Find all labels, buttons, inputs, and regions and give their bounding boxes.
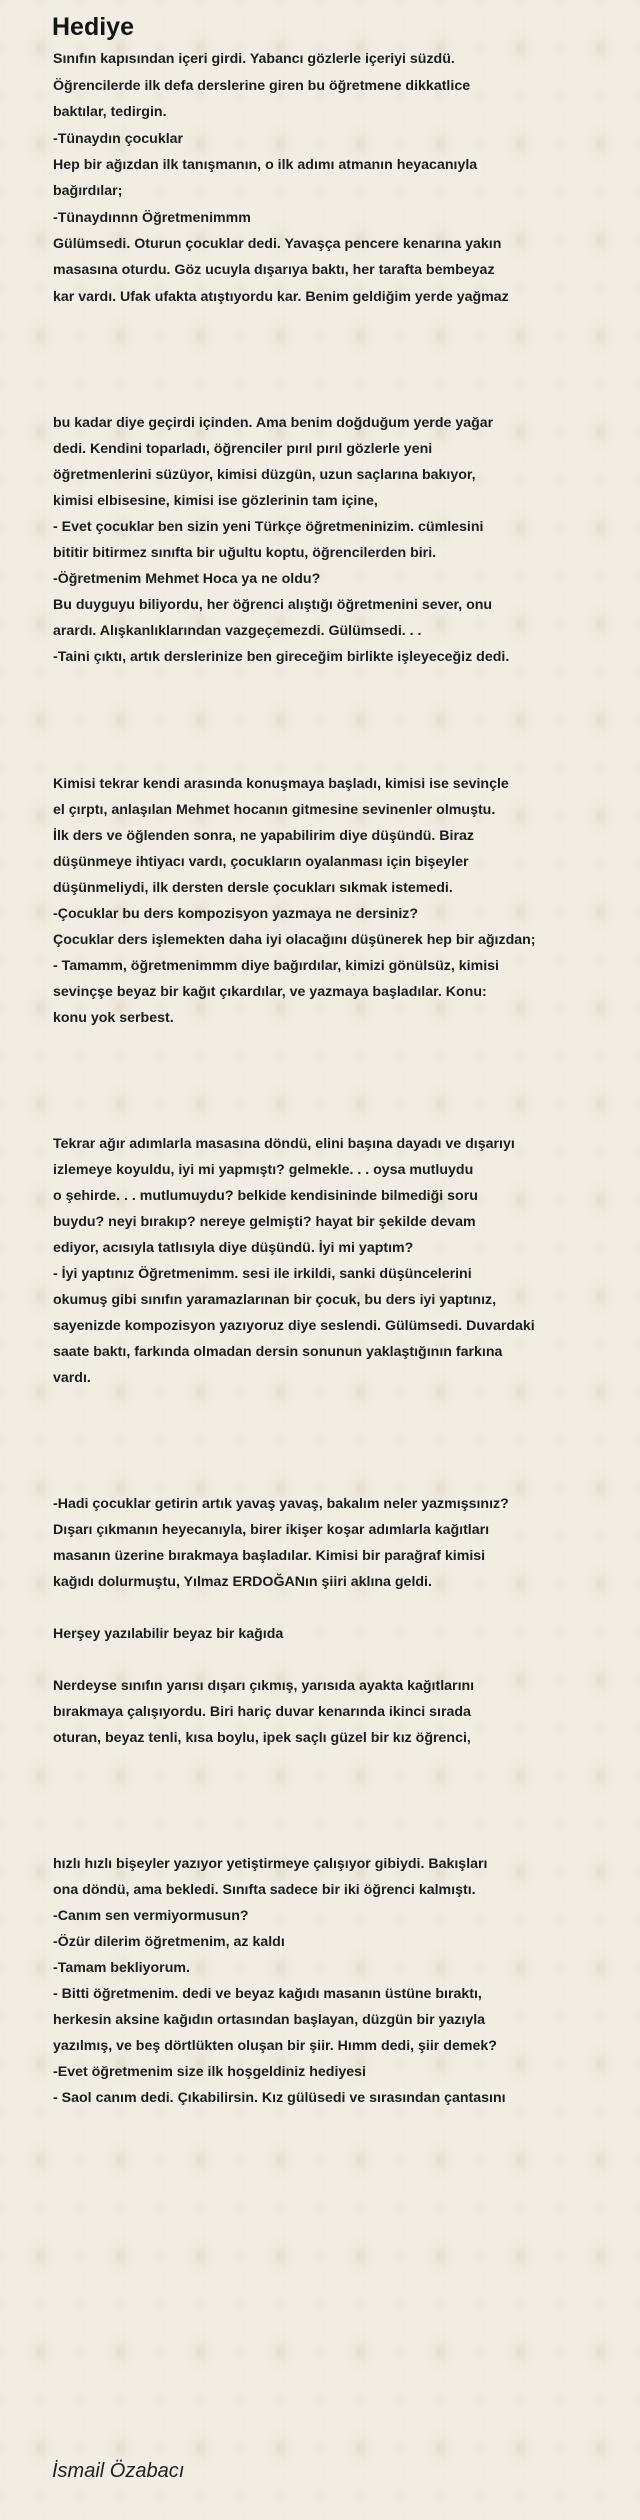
text-line: herkesin aksine kağıdın ortasından başlayan, düzgün bir yazıyla [53, 2012, 486, 2028]
text-line: bağırdılar; [53, 183, 123, 199]
text-line: öğretmenlerini süzüyor, kimisi düzgün, uzun saçlarına bakıyor, [53, 467, 476, 483]
text-line: kar vardı. Ufak ufakta atıştıyordu kar. Benim geldiğim yerde yağmaz [53, 289, 509, 305]
text-line: el çırptı, anlaşılan Mehmet hocanın gitmesine sevinenler olmuştu. [53, 802, 496, 818]
text-line: kimisi elbisesine, kimisi ise gözlerinin tam içine, [53, 493, 378, 509]
text-line: -Canım sen vermiyormusun? [53, 1908, 249, 1924]
text-line: Herşey yazılabilir beyaz bir kağıda [53, 1626, 284, 1642]
text-line: bititir bitirmez sınıfta bir uğultu koptu, öğrencilerden biri. [53, 545, 437, 561]
text-line: oturan, beyaz tenli, kısa boylu, ipek saçlı güzel bir kız öğrenci, [53, 1730, 471, 1746]
text-line: baktılar, tedirgin. [53, 104, 167, 120]
text-line: Kimisi tekrar kendi arasında konuşmaya başladı, kimisi ise sevinçle [53, 776, 509, 792]
text-line: - Tamamm, öğretmenimmm diye bağırdılar, kimizi gönülsüz, kimisi [53, 958, 499, 974]
text-line: arardı. Alışkanlıklarından vazgeçemezdi. Gülümsedi. . . [53, 623, 422, 639]
text-line: -Özür dilerim öğretmenim, az kaldı [53, 1934, 285, 1950]
text-line: -Evet öğretmenim size ilk hoşgeldiniz hediyesi [53, 2064, 366, 2080]
text-line: Çocuklar ders işlemekten daha iyi olacağını düşünerek hep bir ağızdan; [53, 932, 536, 948]
text-line: konu yok serbest. [53, 1010, 174, 1026]
text-line: yazılmış, ve beş dörtlükten oluşan bir şiir. Hımm dedi, şiir demek? [53, 2038, 497, 2054]
text-line: o şehirde. . . mutlumuydu? belkide kendisininde bilmediği soru [53, 1188, 478, 1204]
text-line: -Tamam bekliyorum. [53, 1960, 190, 1976]
text-line: - Bitti öğretmenim. dedi ve beyaz kağıdı masanın üstüne bıraktı, [53, 1986, 482, 2002]
text-line: hızlı hızlı bişeyler yazıyor yetiştirmeye çalışıyor gibiydi. Bakışları [53, 1856, 488, 1872]
text-line: masanın üzerine bırakmaya başladılar. Kimisi bir parağraf kimisi [53, 1548, 486, 1564]
text-line: sevinçşe beyaz bir kağıt çıkardılar, ve yazmaya başladılar. Konu: [53, 984, 487, 1000]
text-line: -Tünaydın çocuklar [53, 131, 184, 147]
text-line: düşünmeye ihtiyacı vardı, çocukların oyalanması için bişeyler [53, 854, 469, 870]
text-line: Tekrar ağır adımlarla masasına döndü, elini başına dayadı ve dışarıyı [53, 1136, 515, 1152]
text-line: okumuş gibi sınıfın yaramazlarınan bir çocuk, bu ders iyi yaptınız, [53, 1292, 497, 1308]
text-line: Gülümsedi. Oturun çocuklar dedi. Yavaşça pencere kenarına yakın [53, 236, 502, 252]
text-line: Nerdeyse sınıfın yarısı dışarı çıkmış, yarısıda ayakta kağıtlarını [53, 1678, 475, 1694]
text-line: - Evet çocuklar ben sizin yeni Türkçe öğretmeninizim. cümlesini [53, 519, 484, 535]
text-line: Dışarı çıkmanın heyecanıyla, birer ikişer koşar adımlarla kağıtları [53, 1522, 490, 1538]
text-line: Öğrencilerde ilk defa derslerine giren bu öğretmene dikkatlice [53, 78, 471, 94]
text-line: dedi. Kendini toparladı, öğrenciler pırıl pırıl gözlerle yeni [53, 441, 433, 457]
text-line: buydu? neyi bırakıp? nereye gelmişti? hayat bir şekilde devam [53, 1214, 476, 1230]
text-line: masasına oturdu. Göz ucuyla dışarıya baktı, her tarafta bembeyaz [53, 262, 495, 278]
text-line: kağıdı dolurmuştu, Yılmaz ERDOĞANın şiiri aklına geldi. [53, 1574, 432, 1590]
text-line: vardı. [53, 1370, 91, 1386]
text-line: Bu duyguyu biliyordu, her öğrenci alıştığı öğretmenini sever, onu [53, 597, 493, 613]
text-line: izlemeye koyuldu, iyi mi yapmıştı? gelmekle. . . oysa mutluydu [53, 1162, 474, 1178]
text-line: -Tünaydınnn Öğretmenimmm [53, 210, 251, 226]
text-line: saate baktı, farkında olmadan dersin sonunun yaklaştığının farkına [53, 1344, 503, 1360]
text-line: Hep bir ağızdan ilk tanışmanın, o ilk adımı atmanın heyacanıyla [53, 157, 478, 173]
text-line: -Öğretmenim Mehmet Hoca ya ne oldu? [53, 571, 321, 587]
poem-title: Hediye [52, 13, 134, 41]
text-line: ediyor, acısıyla tatlısıyla diye düşündü. İyi mi yaptım? [53, 1240, 414, 1256]
text-line: -Çocuklar bu ders kompozisyon yazmaya ne dersiniz? [53, 906, 419, 922]
text-line: düşünmeliydi, ilk dersten dersle çocukları sıkmak istemedi. [53, 880, 453, 896]
text-line: -Taini çıktı, artık derslerinize ben gireceğim birlikte işleyeceğiz dedi. [53, 649, 510, 665]
author-name[interactable]: İsmail Özabacı [52, 2460, 185, 2482]
text-line: bırakmaya çalışıyordu. Biri hariç duvar kenarında ikinci sırada [53, 1704, 471, 1720]
text-line: - İyi yaptınız Öğretmenimm. sesi ile irkildi, sanki düşüncelerini [53, 1266, 472, 1282]
text-line: -Hadi çocuklar getirin artık yavaş yavaş, bakalım neler yazmışsınız? [53, 1496, 509, 1512]
text-line: ona döndü, ama bekledi. Sınıfta sadece bir iki öğrenci kalmıştı. [53, 1882, 476, 1898]
text-line: sayenizde kompozisyon yazıyoruz diye seslendi. Gülümsedi. Duvardaki [53, 1318, 535, 1334]
text-line: bu kadar diye geçirdi içinden. Ama benim doğduğum yerde yağar [53, 415, 494, 431]
text-line: Sınıfın kapısından içeri girdi. Yabancı gözlerle içeriyi süzdü. [53, 51, 455, 67]
text-line: - Saol canım dedi. Çıkabilirsin. Kız gülüsedi ve sırasından çantasını [53, 2090, 506, 2106]
text-line: İlk ders ve öğlenden sonra, ne yapabilirim diye düşündü. Biraz [53, 828, 475, 844]
